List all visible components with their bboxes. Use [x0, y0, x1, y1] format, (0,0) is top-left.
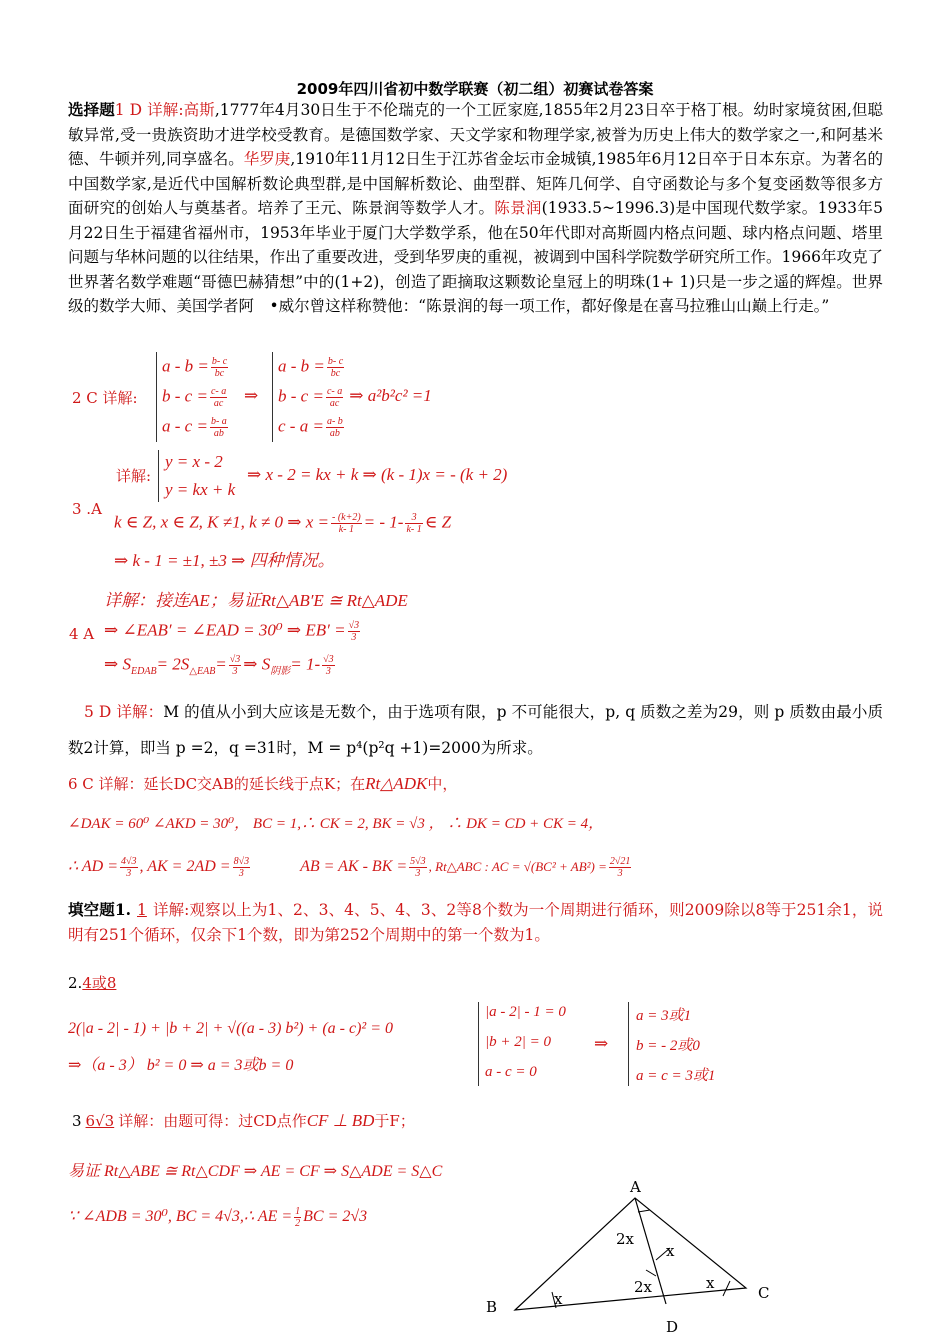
fill-q2-sys1-row1: |a - 2| - 1 = 0: [485, 1004, 566, 1020]
fill-q2-sys2-row3: a = c = 3或1: [636, 1068, 716, 1084]
q6-line3: ∴ AD = $\frac{4√3}{3}$ , AK = 2AD = $\frac{8√3}{3}$ AB = AK - BK = $\frac{5√3}{3}$ , Rt△ABC : AC = √(BC² + AB²) = $\frac{2√21}{3}$: [68, 856, 631, 879]
fill-q3-line2: 易证 Rt△ABE ≅ Rt△CDF ⇒ AE = CF ⇒ S△ADE = S△C: [68, 1163, 443, 1180]
label-d: D: [666, 1318, 679, 1336]
q3-label: 3 .A: [72, 500, 102, 518]
q3-sys-row1: y = x - 2: [165, 452, 223, 471]
q6-label: 6 C 详解：延长DC交AB的延长线于点K；在Rt△ADK中，: [68, 774, 458, 793]
q6-line2: ∠DAK = 60⁰ ∠AKD = 30⁰， BC = 1,∴ CK = 2, BK = √3 ， ∴ DK = CD + CK = 4，: [68, 816, 604, 832]
fill-q2-sys2-row2: b = - 2或0: [636, 1038, 700, 1054]
fill-q3-line3: ∵ ∠ADB = 30⁰, BC = 4√3,∴ AE = $\frac{1}{2}$ BC = 2√3: [68, 1206, 368, 1229]
mark-x-right: x: [706, 1274, 715, 1292]
q2-sys1-row1: a - b = $\frac{b- c}{bc}$: [162, 356, 228, 379]
q1-name-gauss: 高斯: [183, 101, 215, 119]
tick-mark: [723, 1281, 730, 1296]
fill-q2-sys1-row3: a - c = 0: [485, 1064, 537, 1080]
choice-q5: [68, 694, 883, 766]
q3-line3: ⇒ k - 1 = ±1, ±3 ⇒ 四种情况。: [114, 551, 335, 570]
fill-q2-eq2: ⇒（a - 3） b² = 0 ⇒ a = 3或b = 0: [68, 1057, 294, 1074]
q2-sys1-row2: b - c = $\frac{c- a}{ac}$: [162, 386, 227, 409]
label-a: A: [630, 1178, 641, 1196]
q4-label: 4 A: [69, 625, 95, 643]
q1-text-hua: ,1910年11月12日生于江苏省金坛市金城镇,1985年6月12日卒于日本东京。为著名的中国数学家,是近代中国解析数论典型群,是中国解析数论、曲型群、矩阵几何学、自守函数论与多个复变函数等很多方面研究的创始人与奠基者。培养了王元、陈景润等数学人才。: [68, 150, 883, 217]
q1-name-hua: 华罗庚: [243, 150, 291, 168]
q1-label: 1 D 详解:: [114, 101, 184, 119]
triangle-abc: [515, 1198, 746, 1310]
label-b: B: [486, 1298, 498, 1316]
q2-sys1-row3: a - c = $\frac{b- a}{ab}$: [162, 416, 227, 439]
q3-line1: ⇒ x - 2 = kx + k ⇒ (k - 1)x = - (k + 2): [247, 465, 508, 484]
fill-heading: 填空题: [68, 900, 115, 919]
q3-sys-row2: y = kx + k: [165, 480, 236, 499]
page-title: 2009年四川省初中数学联赛（初二组）初赛试卷答案: [296, 80, 654, 98]
fill-q3-head: 3 6√3 详解：由题可得：过CD点作CF ⊥ BD于F；: [72, 1111, 415, 1130]
fill-q2-head: 2.4或8: [68, 974, 117, 992]
choice-heading: 选择题: [68, 100, 115, 119]
fill-q1-answer: 1: [137, 901, 147, 919]
q3-brace: [158, 450, 159, 502]
mark-x-left: x: [554, 1290, 563, 1308]
fill-q2-sys2-row1: a = 3或1: [636, 1008, 692, 1024]
q3-detail: 详解:: [116, 467, 152, 485]
q2-brace-left: [156, 352, 157, 442]
q5-label: 5 D 详解：: [84, 703, 164, 721]
fill-q1-text: 详解:观察以上为1、2、3、4、5、4、3、2等8个数为一个周期进行循环，则2009除以8等于251余1，说明有251个循环，仅余下1个数，即为第252个周期中的第一个数为1。: [68, 901, 883, 944]
mark-x-top: x: [666, 1242, 675, 1260]
q2-arrow: ⇒: [244, 386, 259, 405]
triangle-figure: [470, 1172, 800, 1344]
choice-q1: [68, 98, 883, 319]
q2-label: 2 C 详解:: [72, 389, 138, 407]
fill-q1: 填空题1. 1 详解:观察以上为1、2、3、4、5、4、3、2等8个数为一个周期进行循环，则2009除以8等于251余1，说明有251个循环，仅余下1个数，即为第252个周期中的第一个数为1。: [68, 900, 883, 944]
q1-text-gauss: ,1777年4月30日生于不伦瑞克的一个工匠家庭,1855年2月23日卒于格丁根。幼时家境贫困,但聪敏异常,受一贵族资助才进学校受教育。是德国数学家、天文学家和物理学家,被誉为历史上伟大的数学家之一,和阿基米德、牛顿并列,同享盛名。: [68, 101, 883, 168]
fill-q2-sys1-row2: |b + 2| = 0: [485, 1034, 551, 1050]
fill-q2-eq1: 2(|a - 2| - 1) + |b + 2| + √((a - 3) b²) + (a - c)² = 0: [68, 1020, 393, 1037]
fill-q2-arrow: ⇒: [594, 1034, 609, 1053]
mark-2x-top: 2x: [616, 1230, 635, 1248]
label-c: C: [758, 1284, 770, 1302]
q4-line2: ⇒ ∠EAB′ = ∠EAD = 30⁰ ⇒ EB′ = $\frac{√3}{3}$: [104, 620, 360, 643]
fill-q2-brace2: [628, 1002, 629, 1086]
fill-q2-brace1: [478, 1002, 479, 1086]
q2-sys2-row3: c - a = $\frac{a- b}{ab}$: [278, 416, 343, 439]
q5-text: M 的值从小到大应该是无数个，由于选项有限，p 不可能很大，p, q 质数之差为29，则 p 质数由最小质数2计算，即当 p =2，q =31时，M = p⁴(p²q +1)=2000为所求。: [68, 703, 883, 757]
q3-line2: k ∈ Z, x ∈ Z, K ≠1, k ≠ 0 ⇒ x = $\frac{- (k+2)}{k- 1}$ = - 1- $\frac{3}{k- 1}$ ∈ Z: [114, 512, 452, 535]
q2-sys2-row1: a - b = $\frac{b- c}{bc}$: [278, 356, 344, 379]
q2-brace-right: [272, 352, 273, 442]
q4-line3: ⇒ $S_{EDAB}= 2S_{\triangle EAB}=$ $\frac{√3}{3}$ ⇒ $S_{阴影}= 1-$ $\frac{√3}{3}$: [104, 654, 334, 677]
q1-name-chen: 陈景润: [494, 199, 542, 217]
tick-mark: [646, 1270, 656, 1276]
tick-mark: [638, 1210, 650, 1212]
mark-2x-mid: 2x: [634, 1278, 653, 1296]
q1-text-chen: (1933.5~1996.3)是中国现代数学家。1933年5月22日生于福建省福州市，1953年毕业于厦门大学数学系，他在50年代即对高斯圆内格点问题、球内格点问题、塔里问题与华林问题的以往结果，作出了重要改进，受到华罗庚的重视，被调到中国科学院数学研究所工作。1966年攻克了世界著名数学难题“哥德巴赫猜想”中的(1+2)，创造了距摘取这颗数论皇冠上的明珠(1+ 1)只是一步之遥的辉煌。世界级的数学大师、美国学者阿 •威尔曾这样称赞他：“陈景润的每一项工作，都好像是在喜马拉雅山山巅上行走。”: [68, 199, 883, 315]
q2-sys2-row2: b - c = $\frac{c- a}{ac}$ ⇒ a²b²c² =1: [278, 386, 432, 409]
q4-line1: 详解：接连AE；易证Rt△AB′E ≅ Rt△ADE: [104, 591, 408, 610]
